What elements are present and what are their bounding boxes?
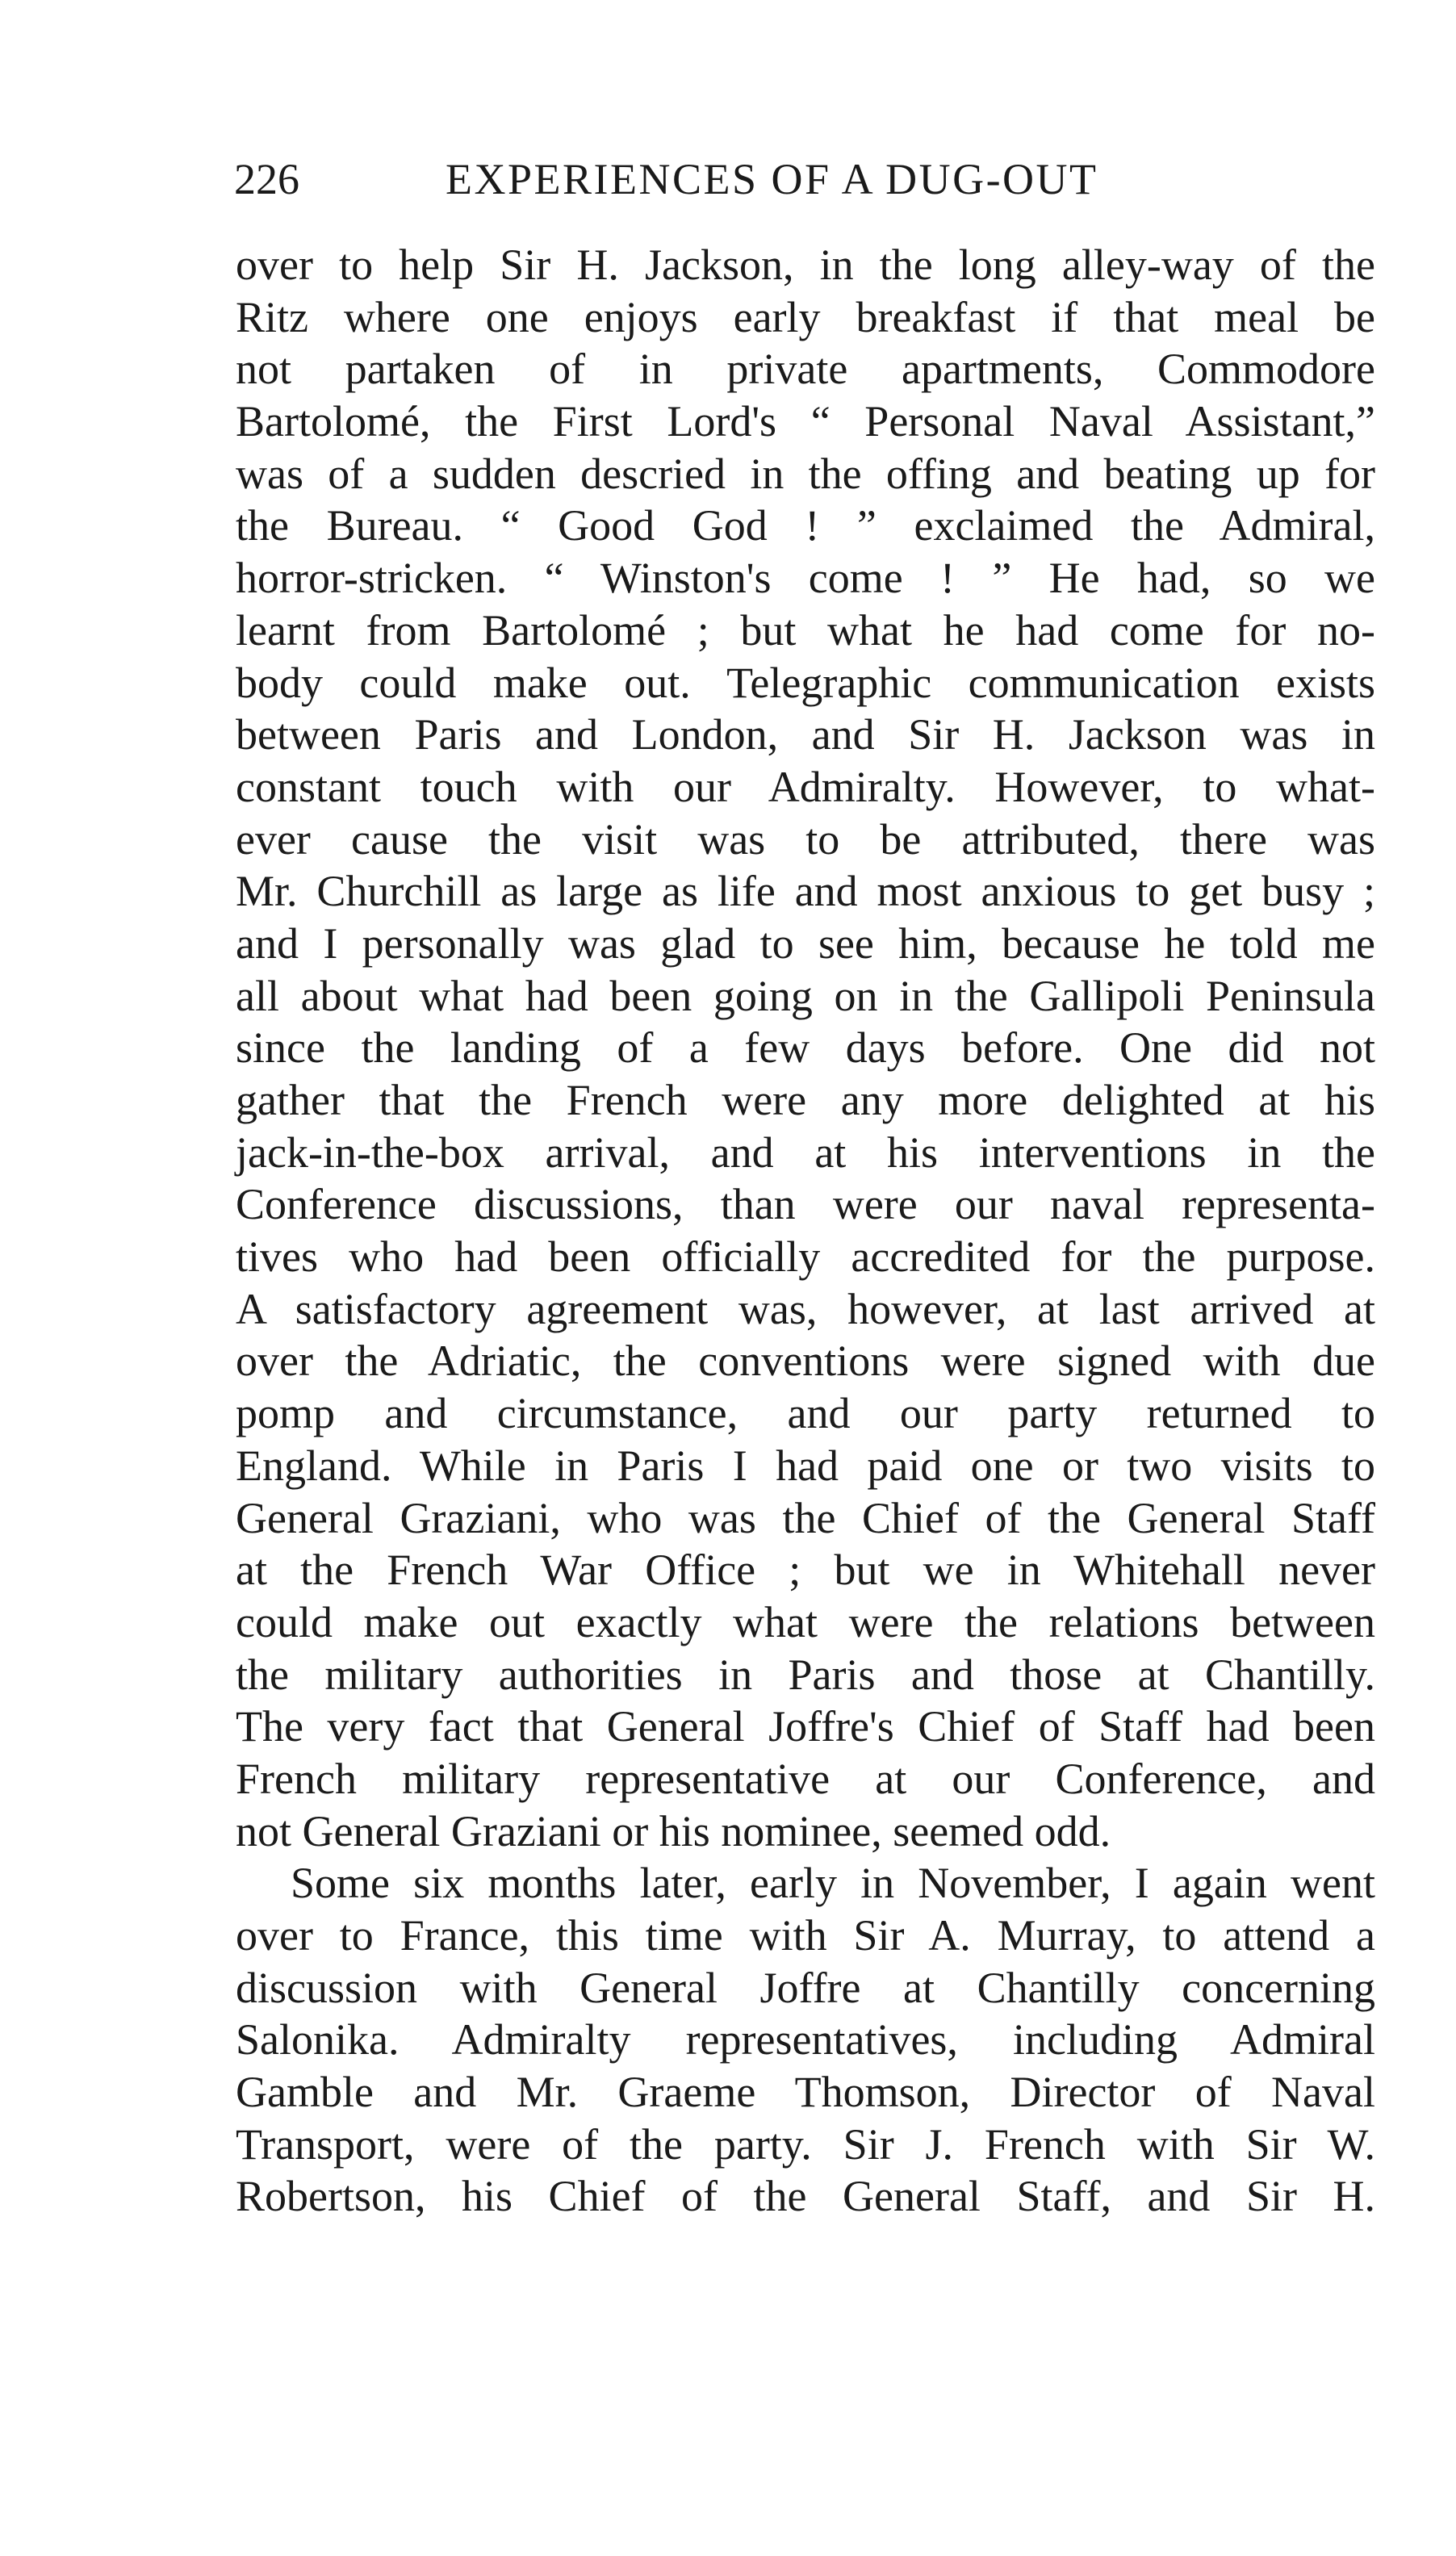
- text-line: over to France, this time with Sir A. Murray, to attend a: [236, 1911, 1375, 1960]
- text-line: the military authorities in Paris and those at Chantilly.: [236, 1650, 1375, 1699]
- running-title: EXPERIENCES OF A DUG-OUT: [446, 155, 1098, 203]
- text-line: Mr. Churchill as large as life and most anxious to get busy ;: [236, 867, 1375, 916]
- body-text: [236, 239, 1375, 2223]
- text-line: Robertson, his Chief of the General Staff, and Sir H.: [236, 2172, 1375, 2221]
- text-line: not partaken of in private apartments, Commodore: [236, 345, 1375, 394]
- text-line: since the landing of a few days before. One did not: [236, 1023, 1375, 1073]
- text-line: could make out exactly what were the relations between: [236, 1597, 1375, 1646]
- text-line: and I personally was glad to see him, because he told me: [236, 918, 1375, 968]
- text-line: learnt from Bartolomé ; but what he had come for no-: [236, 605, 1375, 655]
- text-line: constant touch with our Admiralty. However, to what-: [236, 762, 1375, 811]
- text-line: General Graziani, who was the Chief of the General Staff: [236, 1493, 1375, 1542]
- text-line: between Paris and London, and Sir H. Jackson was in: [236, 710, 1375, 759]
- text-line: at the French War Office ; but we in Whitehall never: [236, 1546, 1375, 1595]
- text-line: jack-in-the-box arrival, and at his interventions in the: [236, 1127, 1375, 1177]
- text-line: A satisfactory agreement was, however, at last arrived at: [236, 1284, 1375, 1333]
- text-line: French military representative at our Conference, and: [236, 1754, 1375, 1803]
- text-line: Gamble and Mr. Graeme Thomson, Director of Naval: [236, 2068, 1375, 2117]
- text-line: tives who had been officially accredited for the purpose.: [236, 1232, 1375, 1282]
- text-line: Bartolomé, the First Lord's “ Personal Naval Assistant,”: [236, 397, 1375, 446]
- text-line: pomp and circumstance, and our party returned to: [236, 1389, 1375, 1438]
- text-line: Ritz where one enjoys early breakfast if that meal be: [236, 292, 1375, 341]
- text-line: body could make out. Telegraphic communication exists: [236, 658, 1375, 707]
- text-line: was of a sudden descried in the offing and beating up for: [236, 449, 1375, 498]
- text-line: horror-stricken. “ Winston's come ! ” He had, so we: [236, 554, 1375, 603]
- text-line: England. While in Paris I had paid one or two visits to: [236, 1441, 1375, 1490]
- text-line: gather that the French were any more delighted at his: [236, 1076, 1375, 1124]
- text-line: Transport, were of the party. Sir J. French with Sir W.: [236, 2119, 1375, 2169]
- text-line: discussion with General Joffre at Chantilly concerning: [236, 1963, 1375, 2012]
- text-line: over the Adriatic, the conventions were signed with due: [236, 1337, 1375, 1386]
- text-line: all about what had been going on in the Gallipoli Peninsula: [236, 971, 1375, 1020]
- text-line: the Bureau. “ Good God ! ” exclaimed the Admiral,: [236, 501, 1375, 550]
- page-number: 226: [234, 155, 299, 203]
- text-line: Salonika. Admiralty representatives, including Admiral: [236, 2015, 1375, 2064]
- text-line: over to help Sir H. Jackson, in the long alley-way of the: [236, 241, 1375, 289]
- running-head: [234, 153, 1364, 218]
- text-line: Conference discussions, than were our naval representa-: [236, 1180, 1375, 1229]
- text-line: ever cause the visit was to be attributed, there was: [236, 814, 1375, 864]
- text-line: not General Graziani or his nominee, seemed odd.: [236, 1806, 1111, 1855]
- text-line: Some six months later, early in November, I again went: [291, 1859, 1375, 1908]
- text-line: The very fact that General Joffre's Chief of Staff had been: [236, 1702, 1375, 1751]
